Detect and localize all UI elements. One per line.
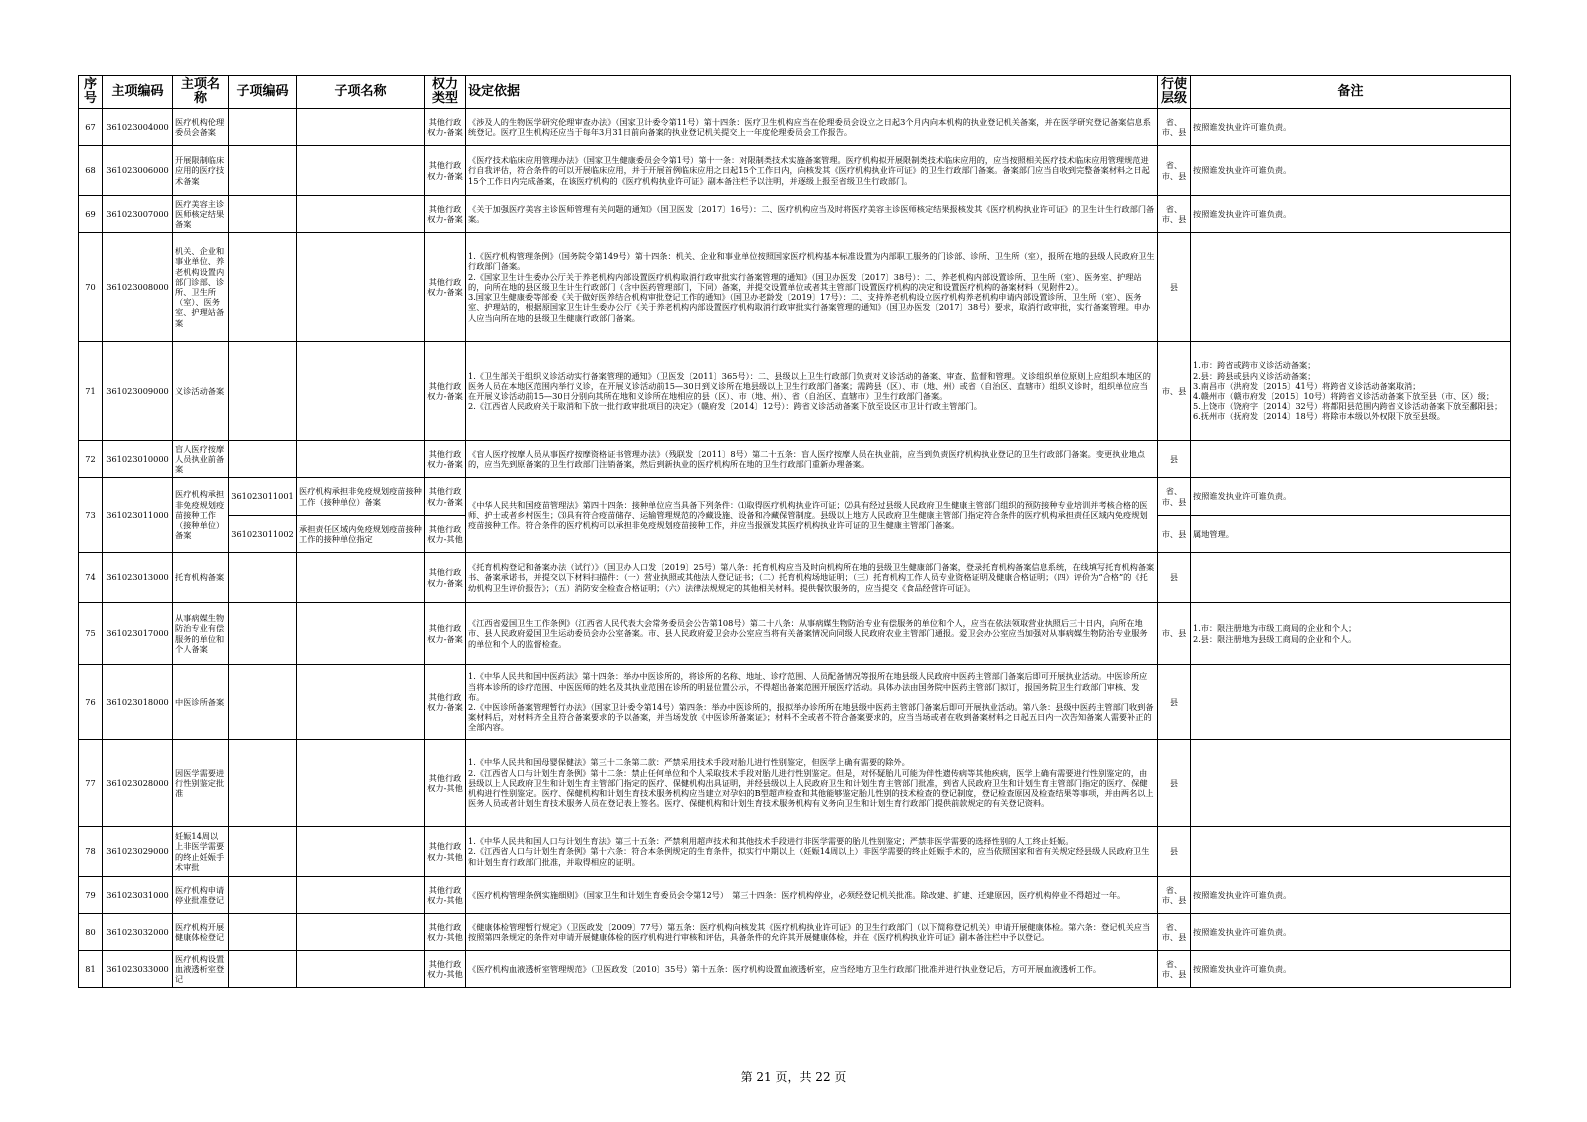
legal-basis <box>466 342 1158 441</box>
remark-line: 1.市：限注册地为市级工商局的企业和个人； <box>1193 623 1357 634</box>
basis-paragraph: 2.《江西省人口与计划生育条例》第十二条：禁止任何单位和个人采取技术手段对胎儿进行性别鉴定。但是，对怀疑胎儿可能为伴性遗传病等其他疾病，医学上确有需要进行性别鉴定的，由县级以上人民政府卫生和计划生育主管部门指定的医疗、保健机构出具证明，并经县级以上人民政府卫生和计划生育主管部门批准，到省人民政府卫生和计划生育主管部门指定的医疗、保健机构进行性别鉴定。医疗、保健机构和计划生育技术服务机构应当建立对孕妇的B型超声检查和其他能够鉴定胎儿性别的技术检查的登记制度，登记检查原因及检查结果等事项，并由两名以上医务人员或者计划生育技术服务人员在登记表上签名。医疗、保健机构和计划生育技术服务机构有义务向卫生和计划生育行政部门提供前款规定的有关登记资料。 <box>468 767 1154 809</box>
row-number: 73 <box>79 478 103 553</box>
power-type: 其他行政权力-备案 <box>425 553 466 603</box>
sub-item-name <box>297 146 425 196</box>
sub-item-code: 361023011001 <box>229 478 297 516</box>
remarks <box>1191 914 1511 951</box>
power-type: 其他行政权力-备案 <box>425 441 466 478</box>
row-number: 72 <box>79 441 103 478</box>
table-header <box>79 76 1511 109</box>
table-row <box>79 478 1511 516</box>
row-number: 69 <box>79 196 103 233</box>
basis-paragraph: 2.《国家卫生计生委办公厅关于养老机构内部设置医疗机构取消行政审批实行备案管理的通知》（国卫办医发〔2017〕38号）：二、养老机构内部设置诊所、卫生所（室）、医务室、护理站的，向所在地的县区级卫生计生行政部门（含中医药管理部门，下同）备案，并提交设置单位或者其主管部门设置医疗机构的决定和设置医疗机构的备案材料（见附件2）。 <box>468 271 1142 292</box>
sub-item-code <box>229 342 297 441</box>
main-item-code: 361023029000 <box>103 827 173 877</box>
remarks <box>1191 342 1511 441</box>
remarks <box>1191 553 1511 603</box>
basis-paragraph: 1.《中华人民共和国母婴保健法》第三十二条第二款：严禁采用技术手段对胎儿进行性别鉴定，但医学上确有需要的除外。 <box>468 757 910 768</box>
sub-item-name <box>297 603 425 665</box>
header-no: 序号 <box>79 76 103 109</box>
main-item-code: 361023007000 <box>103 196 173 233</box>
legal-basis <box>466 877 1158 914</box>
remarks <box>1191 478 1511 516</box>
exercise-level: 省、市、县 <box>1158 109 1191 146</box>
main-item-name: 中医诊所备案 <box>173 665 229 740</box>
main-item-code: 361023018000 <box>103 665 173 740</box>
main-item-name: 医疗机构承担非免疫规划疫苗接种工作（接种单位）备案 <box>173 478 229 553</box>
sub-item-code <box>229 196 297 233</box>
sub-item-name <box>297 877 425 914</box>
power-type: 其他行政权力-其他 <box>425 516 466 553</box>
power-type: 其他行政权力-备案 <box>425 603 466 665</box>
legal-basis <box>466 146 1158 196</box>
main-item-name: 盲人医疗按摩人员执业前备案 <box>173 441 229 478</box>
power-type: 其他行政权力-其他 <box>425 914 466 951</box>
basis-paragraph: 2.《江西省人民政府关于取消和下放一批行政审批项目的决定》（赣府发〔2014〕12号）：跨省义诊活动备案下放至设区市卫计行政主管部门。 <box>468 401 982 412</box>
legal-basis <box>466 951 1158 988</box>
row-number: 77 <box>79 740 103 827</box>
remarks <box>1191 146 1511 196</box>
power-type: 其他行政权力-其他 <box>425 877 466 914</box>
header-level: 行使层级 <box>1158 76 1191 109</box>
legal-basis <box>466 914 1158 951</box>
exercise-level: 县 <box>1158 441 1191 478</box>
basis-paragraph: 2.《中医诊所备案管理暂行办法》（国家卫计委令第14号）第四条：举办中医诊所的，报拟举办诊所所在地县级中医药主管部门备案后即可开展执业活动。第八条：县级中医药主管部门收到备案材料后，对材料齐全且符合备案要求的予以备案，并当场发放《中医诊所备案证》；材料不全或者不符合备案要求的，应当当场或者在收到备案材料之日起五日内一次告知备案人需要补正的全部内容。 <box>468 702 1154 733</box>
main-item-code: 361023031000 <box>103 877 173 914</box>
power-type: 其他行政权力-备案 <box>425 665 466 740</box>
remarks <box>1191 516 1511 553</box>
header-subcode: 子项编码 <box>229 76 297 109</box>
legal-basis <box>466 109 1158 146</box>
basis-paragraph: 1.《中华人民共和国人口与计划生育法》第三十五条：严禁利用超声技术和其他技术手段进行非医学需要的胎儿性别鉴定；严禁非医学需要的选择性别的人工终止妊娠。 <box>468 836 1074 847</box>
table-row <box>79 914 1511 951</box>
remarks <box>1191 603 1511 665</box>
main-item-name: 妊娠14周以上非医学需要的终止妊娠手术审批 <box>173 827 229 877</box>
header-note: 备注 <box>1191 76 1511 109</box>
main-item-code: 361023017000 <box>103 603 173 665</box>
basis-paragraph: 《医疗机构血液透析室管理规范》（卫医政发〔2010〕35号）第十五条：医疗机构设置血液透析室，应当经地方卫生行政部门批准并进行执业登记后，方可开展血液透析工作。 <box>468 963 1102 974</box>
legal-basis <box>466 233 1158 342</box>
sub-item-code <box>229 441 297 478</box>
table-row <box>79 951 1511 988</box>
table-row <box>79 665 1511 740</box>
exercise-level: 县 <box>1158 553 1191 603</box>
sub-item-name: 医疗机构承担非免疫规划疫苗接种工作（接种单位）备案 <box>297 478 425 516</box>
sub-item-name <box>297 109 425 146</box>
header-code: 主项编码 <box>103 76 173 109</box>
table-row <box>79 827 1511 877</box>
header-type: 权力类型 <box>425 76 466 109</box>
exercise-level: 省、市、县 <box>1158 914 1191 951</box>
legal-basis <box>466 478 1158 553</box>
main-item-code: 361023010000 <box>103 441 173 478</box>
main-item-name: 从事病媒生物防治专业有偿服务的单位和个人备案 <box>173 603 229 665</box>
exercise-level: 省、市、县 <box>1158 478 1191 516</box>
remark-line: 按照谁发执业许可谁负责。 <box>1193 926 1292 937</box>
main-item-code: 361023008000 <box>103 233 173 342</box>
sub-item-code: 361023011002 <box>229 516 297 553</box>
sub-item-name <box>297 951 425 988</box>
sub-item-code <box>229 877 297 914</box>
remark-line: 4.赣州市（赣市府发〔2015〕10号）将跨省义诊活动备案下放至县（市、区）级； <box>1193 391 1495 401</box>
main-item-name: 医疗机构伦理委员会备案 <box>173 109 229 146</box>
basis-paragraph: 《关于加强医疗美容主诊医师管理有关问题的通知》（国卫医发〔2017〕16号）：二、医疗机构应当及时将医疗美容主诊医师核定结果报核发其《医疗机构执业许可证》的卫生计生行政部门备案。 <box>468 203 1155 224</box>
main-item-code: 361023032000 <box>103 914 173 951</box>
remarks <box>1191 441 1511 478</box>
row-number: 81 <box>79 951 103 988</box>
header-basis: 设定依据 <box>466 76 1158 109</box>
power-type: 其他行政权力-其他 <box>425 827 466 877</box>
sub-item-code <box>229 109 297 146</box>
row-number: 70 <box>79 233 103 342</box>
row-number: 67 <box>79 109 103 146</box>
table-row <box>79 877 1511 914</box>
exercise-level: 省、市、县 <box>1158 196 1191 233</box>
table-row <box>79 146 1511 196</box>
remarks <box>1191 196 1511 233</box>
basis-paragraph: 《中华人民共和国疫苗管理法》第四十四条：接种单位应当具备下列条件：⑴取得医疗机构执业许可证；⑵具有经过县级人民政府卫生健康主管部门组织的预防接种专业培训并考核合格的医师、护士或者乡村医生；⑶具有符合疫苗储存、运输管理规范的冷藏设施、设备和冷藏保管制度。县级以上地方人民政府卫生健康主管部门指定符合条件的医疗机构承担责任区域内免疫规划疫苗接种工作。符合条件的医疗机构可以承担非免疫规划疫苗接种工作，并应当报颁发其医疗机构执业许可证的卫生健康主管部门备案。 <box>468 499 1148 531</box>
power-type: 其他行政权力-备案 <box>425 109 466 146</box>
legal-basis <box>466 740 1158 827</box>
sub-item-code <box>229 665 297 740</box>
remarks <box>1191 109 1511 146</box>
power-type: 其他行政权力-其他 <box>425 740 466 827</box>
sub-item-name <box>297 233 425 342</box>
table-row <box>79 553 1511 603</box>
sub-item-name <box>297 342 425 441</box>
legal-basis <box>466 665 1158 740</box>
main-item-name: 医疗美容主诊医师核定结果备案 <box>173 196 229 233</box>
row-number: 74 <box>79 553 103 603</box>
remark-line: 按照谁发执业许可谁负责。 <box>1193 208 1292 219</box>
exercise-level: 市、县 <box>1158 342 1191 441</box>
basis-paragraph: 《盲人医疗按摩人员从事医疗按摩资格证书管理办法》（残联发〔2011〕8号）第二十五条：盲人医疗按摩人员在执业前，应当到负责医疗机构执业登记的卫生行政部门备案。变更执业地点的，应当先到原备案的卫生行政部门注销备案，然后到新执业的医疗机构所在地的卫生行政部门重新办理备案。 <box>468 448 1145 469</box>
remark-line: 按照谁发执业许可谁负责。 <box>1193 165 1292 176</box>
remark-line: 按照谁发执业许可谁负责。 <box>1193 121 1292 132</box>
exercise-level: 县 <box>1158 665 1191 740</box>
sub-item-code <box>229 914 297 951</box>
sub-item-name: 承担责任区域内免疫规划疫苗接种工作的接种单位指定 <box>297 516 425 553</box>
table-body <box>79 109 1511 988</box>
row-number: 80 <box>79 914 103 951</box>
exercise-level: 市、县 <box>1158 516 1191 553</box>
main-item-code: 361023028000 <box>103 740 173 827</box>
basis-paragraph: 《健康体检管理暂行规定》（卫医政发〔2009〕77号）第五条：医疗机构向核发其《医疗机构执业许可证》的卫生行政部门（以下简称登记机关）申请开展健康体检。第六条：登记机关应当按照第四条规定的条件对申请开展健康体检的医疗机构进行审核和评估，具备条件的允许其开展健康体检，并在《医疗机构执业许可证》副本备注栏中予以登记。 <box>468 921 1151 942</box>
main-item-code: 361023009000 <box>103 342 173 441</box>
remarks <box>1191 877 1511 914</box>
remarks <box>1191 233 1511 342</box>
remarks <box>1191 951 1511 988</box>
header-name: 主项名称 <box>173 76 229 109</box>
table-row <box>79 603 1511 665</box>
legal-basis <box>466 196 1158 233</box>
sub-item-code <box>229 740 297 827</box>
table-row <box>79 441 1511 478</box>
sub-item-name <box>297 553 425 603</box>
sub-item-code <box>229 553 297 603</box>
main-item-code: 361023013000 <box>103 553 173 603</box>
power-type: 其他行政权力-备案 <box>425 233 466 342</box>
exercise-level: 省、市、县 <box>1158 146 1191 196</box>
remark-line: 1.市：跨省或跨市义诊活动备案； <box>1193 360 1316 371</box>
legal-basis <box>466 553 1158 603</box>
remark-line: 属地管理。 <box>1193 528 1234 539</box>
row-number: 71 <box>79 342 103 441</box>
main-item-name: 机关、企业和事业单位、养老机构设置内部门诊部、诊所、卫生所（室）、医务室、护理站备案 <box>173 233 229 342</box>
sub-item-name <box>297 740 425 827</box>
remarks <box>1191 665 1511 740</box>
main-item-code: 361023011000 <box>103 478 173 553</box>
header-subname: 子项名称 <box>297 76 425 109</box>
basis-paragraph: 2.《江西省人口与计划生育条例》第十六条：符合本条例规定的生育条件，拟实行中期以上（妊娠14周以上）非医学需要的终止妊娠手术的，应当依照国家和省有关规定经县级人民政府卫生和计划生育行政部门批准，并取得相应的证明。 <box>468 846 1150 867</box>
remark-line: 按照谁发执业许可谁负责。 <box>1193 963 1292 974</box>
table-row <box>79 342 1511 441</box>
row-number: 76 <box>79 665 103 740</box>
sub-item-code <box>229 951 297 988</box>
power-list-table <box>78 75 1511 988</box>
remark-line: 2.县：跨县或县内义诊活动备案； <box>1193 370 1316 381</box>
basis-paragraph: 《涉及人的生物医学研究伦理审查办法》（国家卫计委令第11号）第十四条：医疗卫生机构应当在伦理委员会设立之日起3个月内向本机构的执业登记机关备案，并在医学研究登记备案信息系统登记。医疗卫生机构还应当于每年3月31日前向备案的执业登记机关提交上一年度伦理委员会工作报告。 <box>468 116 1151 137</box>
row-number: 75 <box>79 603 103 665</box>
remark-line: 按照谁发执业许可谁负责。 <box>1193 491 1292 502</box>
basis-paragraph: 1.《中华人民共和国中医药法》第十四条：举办中医诊所的，将诊所的名称、地址、诊疗范围、人员配备情况等报所在地县级人民政府中医药主管部门备案后即可开展执业活动。中医诊所应当将本诊所的诊疗范围、中医医师的姓名及其执业范围在诊所的明显位置公示，不得超出备案范围开展医疗活动。具体办法由国务院中医药主管部门拟订，报国务院卫生行政部门审核、发布。 <box>468 671 1148 702</box>
exercise-level: 市、县 <box>1158 603 1191 665</box>
table-row <box>79 196 1511 233</box>
sub-item-code <box>229 603 297 665</box>
table-row <box>79 233 1511 342</box>
power-type: 其他行政权力-备案 <box>425 478 466 516</box>
remark-line: 5.上饶市（饶府字〔2014〕32号）将都阳县范围内跨省义诊活动备案下放至鄱阳县； <box>1193 401 1503 412</box>
sub-item-name <box>297 827 425 877</box>
exercise-level: 县 <box>1158 233 1191 342</box>
sub-item-name <box>297 914 425 951</box>
sub-item-name <box>297 441 425 478</box>
basis-paragraph: 3.国家卫生健康委等部委《关于做好医养结合机构审批登记工作的通知》（国卫办老龄发〔2019〕17号）：二、支持养老机构设立医疗机构养老机构申请内部设置诊所、卫生所（室）、医务室、护理站的，根据原国家卫生计生委办公厅《关于养老机构内部设置医疗机构取消行政审批实行备案管理的通知》（国卫办医发〔2017〕38号）要求，取消行政审批，实行备案管理。申办人应当向所在地的县级卫生健康行政部门备案。 <box>468 292 1151 323</box>
main-item-name: 开展限制临床应用的医疗技术备案 <box>173 146 229 196</box>
main-item-name: 医疗机构设置血液透析室登记 <box>173 951 229 988</box>
sub-item-name <box>297 196 425 233</box>
power-type: 其他行政权力-备案 <box>425 146 466 196</box>
main-item-code: 361023033000 <box>103 951 173 988</box>
remarks <box>1191 827 1511 877</box>
exercise-level: 省、市、县 <box>1158 877 1191 914</box>
main-item-name: 因医学需要进行性别鉴定批准 <box>173 740 229 827</box>
remarks <box>1191 740 1511 827</box>
main-item-code: 361023004000 <box>103 109 173 146</box>
exercise-level: 县 <box>1158 740 1191 827</box>
legal-basis <box>466 603 1158 665</box>
row-number: 79 <box>79 877 103 914</box>
power-type: 其他行政权力-备案 <box>425 342 466 441</box>
table-row <box>79 109 1511 146</box>
basis-paragraph: 《医疗技术临床应用管理办法》（国家卫生健康委员会令第1号）第十一条：对限制类技术实施备案管理。医疗机构拟开展限制类技术临床应用的，应当按照相关医疗技术临床应用管理规范进行自我评估，符合条件的可以开展临床应用，并于开展首例临床应用之日起15个工作日内，向核发其《医疗机构执业许可证》的卫生行政部门备案。备案部门应当自收到完整备案材料之日起15个工作日内完成备案，在该医疗机构的《医疗机构执业许可证》副本备注栏予以注明，并逐级上报至省级卫生行政部门。 <box>468 155 1150 186</box>
sub-item-code <box>229 233 297 342</box>
table-row <box>79 740 1511 827</box>
main-item-name: 医疗机构申请停业批准登记 <box>173 877 229 914</box>
exercise-level: 县 <box>1158 827 1191 877</box>
basis-paragraph: 《托育机构登记和备案办法（试行）》（国卫办人口发〔2019〕25号）第八条：托育机构应当及时向机构所在地的县级卫生健康部门备案，登录托育机构备案信息系统，在线填写托育机构备案书、备案承诺书，并提交以下材料扫描件：（一）营业执照或其他法人登记证书；（二）托育机构场地证明；（三）托育机构工作人员专业资格证明及健康合格证明；（四）评价为“合格”的《托幼机构卫生评价报告》；（五）消防安全检查合格证明；（六）法律法规规定的其他相关材料。提供餐饮服务的，应当提交《食品经营许可证》。 <box>468 562 1155 593</box>
main-item-name: 义诊活动备案 <box>173 342 229 441</box>
legal-basis <box>466 827 1158 877</box>
remark-line: 2.县：限注册地为县级工商局的企业和个人。 <box>1193 633 1357 644</box>
page-footer: 第 21 页，共 22 页 <box>740 1070 847 1084</box>
power-type: 其他行政权力-其他 <box>425 951 466 988</box>
legal-basis <box>466 441 1158 478</box>
sub-item-name <box>297 665 425 740</box>
main-item-name: 托育机构备案 <box>173 553 229 603</box>
basis-paragraph: 1.《卫生部关于组织义诊活动实行备案管理的通知》（卫医发〔2011〕365号）：二、县级以上卫生行政部门负责对义诊活动的备案、审查、监督和管理。义诊组织单位原则上应组织本地区的医务人员在本地区范围内举行义诊，在开展义诊活动前15—30日到义诊所在地县级以上卫生行政部门备案；需跨县（区）、市（地、州）或省（自治区、直辖市）组织义诊时，组织单位应当在开展义诊活动前15—30日分别向其所在地和义诊所在地相应的县（区）、市（地、州）、省（自治区、直辖市）卫生行政部门备案。 <box>468 370 1151 401</box>
remark-line: 6.抚州市（抚府发〔2014〕18号）将除市本级以外权限下放至县级。 <box>1193 411 1445 422</box>
basis-paragraph: 《医疗机构管理条例实施细则》（国家卫生和计划生育委员会令第12号） 第三十四条：医疗机构停业，必须经登记机关批准。除改建、扩建、迁建原因，医疗机构停业不得超过一年。 <box>468 889 1126 900</box>
basis-paragraph: 《江西省爱国卫生工作条例》（江西省人民代表大会常务委员会公告第108号）第二十八条：从事病媒生物防治专业有偿服务的单位和个人，应当在依法领取营业执照后三十日内，向所在地市、县人民政府爱国卫生运动委员会办公室备案。市、县人民政府爱卫会办公室应当将有关备案情况向同级人民政府农业主管部门通报。爱卫会办公室应当加强对从事病媒生物防治专业服务的单位和个人的监督检查。 <box>468 618 1148 649</box>
sub-item-code <box>229 146 297 196</box>
sub-item-code <box>229 827 297 877</box>
remark-line: 按照谁发执业许可谁负责。 <box>1193 889 1292 900</box>
remark-line: 3.南昌市（洪府发〔2015〕41号）将跨省义诊活动备案取消； <box>1193 380 1421 391</box>
main-item-code: 361023006000 <box>103 146 173 196</box>
basis-paragraph: 1.《医疗机构管理条例》（国务院令第149号）第十四条：机关、企业和事业单位按照国家医疗机构基本标准设置为内部职工服务的门诊部、诊所、卫生所（室），报所在地的县级人民政府卫生行政部门备案。 <box>468 251 1155 272</box>
main-item-name: 医疗机构开展健康体检登记 <box>173 914 229 951</box>
row-number: 68 <box>79 146 103 196</box>
exercise-level: 省、市、县 <box>1158 951 1191 988</box>
row-number: 78 <box>79 827 103 877</box>
power-type: 其他行政权力-备案 <box>425 196 466 233</box>
